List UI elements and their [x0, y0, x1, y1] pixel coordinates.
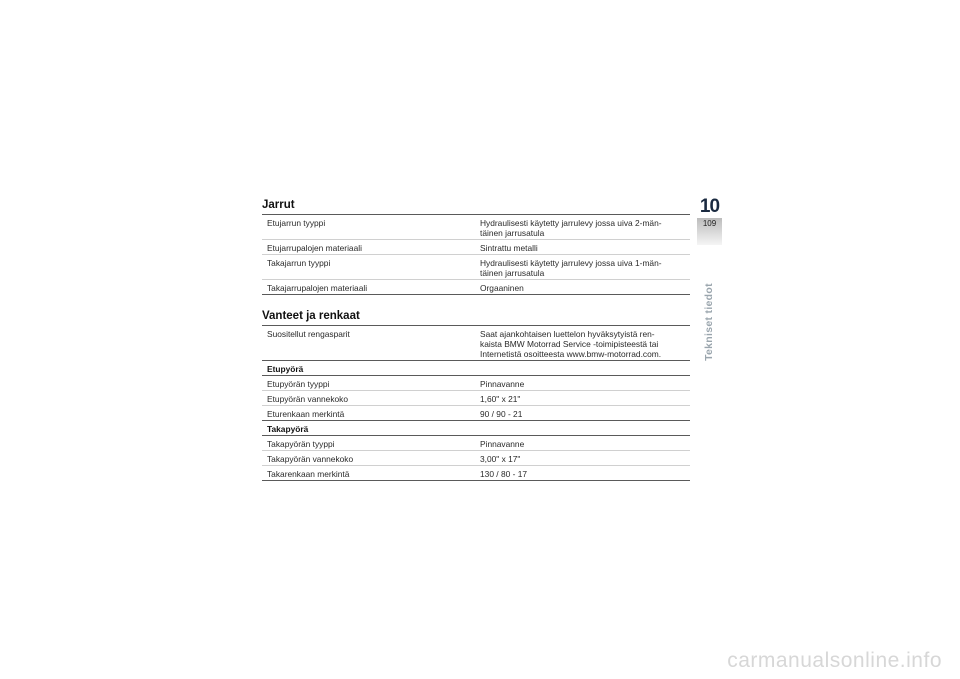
rear-wheel-heading: Takapyörä	[262, 421, 690, 436]
spec-label: Takajarrupalojen materiaali	[267, 283, 368, 293]
spec-value: Orgaaninen	[480, 283, 524, 293]
table-row	[262, 255, 690, 280]
chapter-number: 10	[697, 196, 722, 218]
table-row	[262, 391, 690, 406]
spec-value: 130 / 80 - 17	[480, 469, 528, 479]
section-label-text: Tekniset tiedot	[703, 283, 715, 361]
front-wheel-heading: Etupyörä	[262, 361, 690, 376]
spec-label: Etujarrun tyyppi	[262, 215, 475, 240]
spec-value: 1,60" x 21"	[475, 391, 690, 406]
table-subheading	[262, 361, 690, 376]
table-row	[262, 436, 690, 451]
spec-label: Etujarrupalojen materiaali	[262, 240, 475, 255]
spec-label: Suositellut rengasparit	[262, 326, 475, 361]
spec-value: Hydraulisesti käytetty jarrulevy jossa uiva 2-män- täinen jarrusatula	[475, 215, 690, 240]
table-row	[262, 240, 690, 255]
spec-value: Sintrattu metalli	[475, 240, 690, 255]
spec-label: Eturenkaan merkintä	[262, 406, 475, 421]
wheels-title: Vanteet ja renkaat	[262, 310, 360, 322]
spec-content	[262, 196, 690, 481]
spec-label: Takarenkaan merkintä	[267, 469, 350, 479]
table-row	[262, 280, 690, 295]
table-row	[262, 451, 690, 466]
table-row	[262, 466, 690, 481]
table-row	[262, 326, 690, 361]
spec-value: Pinnavanne	[475, 376, 690, 391]
spec-value: Saat ajankohtaisen luettelon hyväksytyistä ren- kaista BMW Motorrad Service -toimipisteestä tai Internetistä osoitteesta www.bmw-motorrad.com.	[475, 326, 690, 361]
page-number: 109	[697, 218, 722, 245]
spec-value: Pinnavanne	[475, 436, 690, 451]
table-row	[262, 406, 690, 421]
chapter-tab	[697, 196, 722, 245]
table-row	[262, 215, 690, 240]
spec-label: Takapyörän tyyppi	[262, 436, 475, 451]
spec-label: Takajarrun tyyppi	[262, 255, 475, 280]
table-subheading	[262, 421, 690, 436]
spec-label: Etupyörän tyyppi	[262, 376, 475, 391]
spec-label: Etupyörän vannekoko	[262, 391, 475, 406]
spec-label: Takapyörän vannekoko	[262, 451, 475, 466]
brakes-title: Jarrut	[262, 199, 295, 211]
spec-value: 3,00" x 17"	[475, 451, 690, 466]
spec-value: Hydraulisesti käytetty jarrulevy jossa uiva 1-män- täinen jarrusatula	[475, 255, 690, 280]
watermark: carmanualsonline.info	[727, 649, 942, 672]
spec-value: 90 / 90 - 21	[475, 406, 690, 421]
brakes-table	[262, 214, 690, 295]
section-label	[697, 274, 722, 369]
wheels-table	[262, 325, 690, 481]
table-row	[262, 376, 690, 391]
